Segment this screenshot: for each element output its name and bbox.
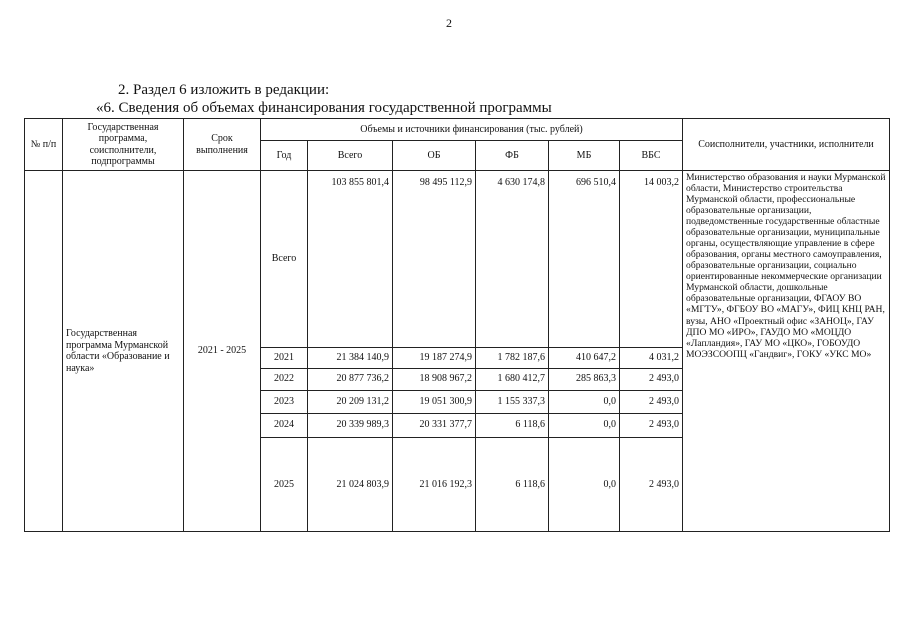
header-num: № п/п: [25, 119, 63, 171]
table-row: [25, 171, 890, 347]
program-name: Государственная программа Мурманской области «Образование и наука»: [63, 171, 184, 532]
header-mb: МБ: [549, 141, 620, 171]
fb-cell: 4 630 174,8: [476, 171, 549, 347]
fb-cell: 1 155 337,3: [476, 390, 549, 413]
page-number: 2: [446, 16, 452, 30]
total-cell: 20 209 131,2: [308, 390, 393, 413]
total-cell: 21 024 803,9: [308, 437, 393, 531]
ob-cell: 20 331 377,7: [393, 413, 476, 437]
vbs-cell: 4 031,2: [620, 347, 683, 368]
total-cell: 20 339 989,3: [308, 413, 393, 437]
mb-cell: 0,0: [549, 437, 620, 531]
year-cell: 2022: [261, 368, 308, 390]
header-funding-group: Объемы и источники финансирования (тыс. рублей): [261, 119, 683, 141]
vbs-cell: 2 493,0: [620, 437, 683, 531]
vbs-cell: 2 493,0: [620, 413, 683, 437]
header-vbs: ВБС: [620, 141, 683, 171]
total-cell: 21 384 140,9: [308, 347, 393, 368]
vbs-cell: 2 493,0: [620, 368, 683, 390]
year-cell: Всего: [261, 171, 308, 347]
year-cell: 2025: [261, 437, 308, 531]
partners-list: Министерство образования и науки Мурманской области, Министерство строительства Мурманской области, профессиональные образовательные организации, подведомственные государственные областные образовательные организации, муниципальные органы, осуществляющие управление в сфере образования, органы местного самоуправления, образовательные организации, социально ориентированные некоммерческие организации Мурманской области, дошкольные образовательные организации, ФГАОУ ВО «МГТУ», ФГБОУ ВО «МАГУ», ФИЦ КНЦ РАН, вузы, АНО «Проектный офис «ЗАНОЦ», ГАУ ДПО МО «ИРО», ГАУДО МО «МОЦДО «Лапландия», ГАУ МО «ЦКО», ГОБОУДО МОЭЗСООПЦ «Гандвиг», ГОКУ «УКС МО»: [683, 171, 890, 532]
ob-cell: 21 016 192,3: [393, 437, 476, 531]
year-cell: 2024: [261, 413, 308, 437]
vbs-cell: 2 493,0: [620, 390, 683, 413]
total-cell: 20 877 736,2: [308, 368, 393, 390]
total-cell: 103 855 801,4: [308, 171, 393, 347]
header-partners: Соисполнители, участники, исполнители: [683, 119, 890, 171]
vbs-cell: 14 003,2: [620, 171, 683, 347]
header-total: Всего: [308, 141, 393, 171]
fb-cell: 6 118,6: [476, 413, 549, 437]
mb-cell: 410 647,2: [549, 347, 620, 368]
header-ob: ОБ: [393, 141, 476, 171]
mb-cell: 696 510,4: [549, 171, 620, 347]
term-value: 2021 - 2025: [184, 171, 261, 532]
ob-cell: 98 495 112,9: [393, 171, 476, 347]
section-title: «6. Сведения об объемах финансирования государственной программы: [96, 100, 552, 116]
fb-cell: 6 118,6: [476, 437, 549, 531]
header-program: Государственная программа, соисполнители, подпрограммы: [63, 119, 184, 171]
mb-cell: 0,0: [549, 413, 620, 437]
year-cell: 2023: [261, 390, 308, 413]
ob-cell: 18 908 967,2: [393, 368, 476, 390]
ob-cell: 19 187 274,9: [393, 347, 476, 368]
row-number: [25, 171, 63, 532]
mb-cell: 0,0: [549, 390, 620, 413]
header-term: Срок выполнения: [184, 119, 261, 171]
financing-table: [24, 118, 890, 532]
year-cell: 2021: [261, 347, 308, 368]
fb-cell: 1 680 412,7: [476, 368, 549, 390]
section-instruction: 2. Раздел 6 изложить в редакции:: [118, 82, 330, 98]
header-fb: ФБ: [476, 141, 549, 171]
fb-cell: 1 782 187,6: [476, 347, 549, 368]
ob-cell: 19 051 300,9: [393, 390, 476, 413]
header-year: Год: [261, 141, 308, 171]
mb-cell: 285 863,3: [549, 368, 620, 390]
